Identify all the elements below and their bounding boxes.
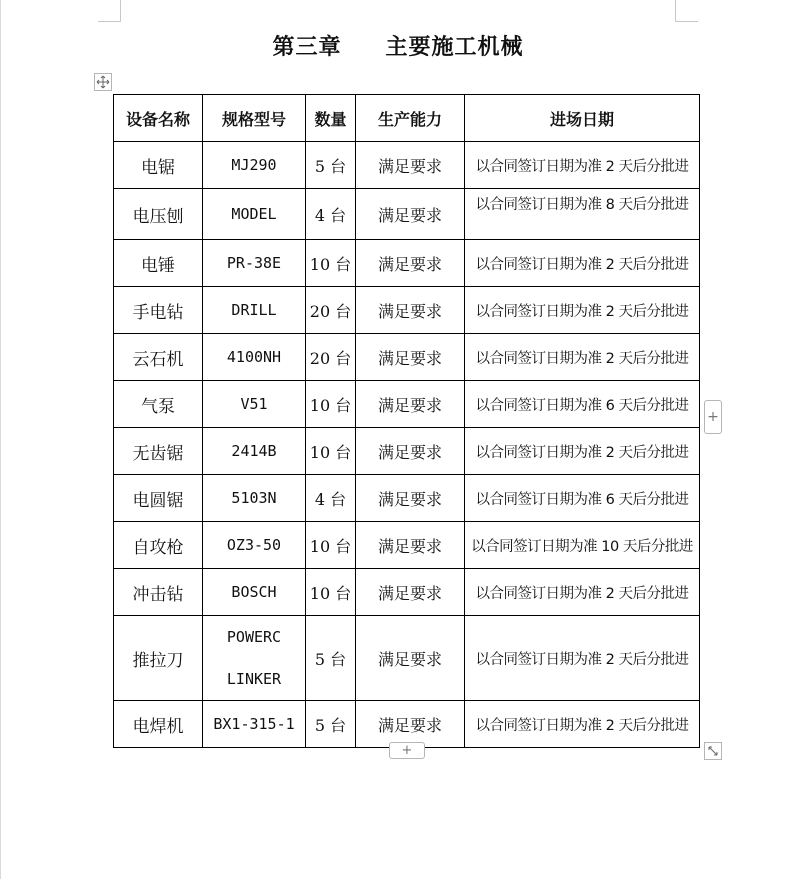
crop-mark-top-right (675, 0, 676, 22)
cell-name[interactable]: 推拉刀 (114, 616, 203, 701)
header-model: 规格型号 (203, 95, 306, 142)
table-row (114, 287, 700, 334)
cell-quantity[interactable]: 5 台 (306, 701, 356, 748)
table-row (114, 142, 700, 189)
move-icon (96, 75, 110, 89)
cell-model[interactable]: MJ290 (203, 142, 306, 189)
cell-model[interactable]: 5103N (203, 475, 306, 522)
cell-model[interactable]: 2414B (203, 428, 306, 475)
cell-date[interactable]: 以合同签订日期为准 2 天后分批进 (465, 701, 700, 748)
cell-date[interactable]: 以合同签订日期为准 2 天后分批进 (465, 428, 700, 475)
cell-date[interactable]: 以合同签订日期为准 6 天后分批进 (465, 475, 700, 522)
cell-quantity[interactable]: 10 台 (306, 381, 356, 428)
cell-name[interactable]: 气泵 (114, 381, 203, 428)
table-row (114, 522, 700, 569)
cell-quantity[interactable]: 10 台 (306, 428, 356, 475)
cell-quantity[interactable]: 4 台 (306, 475, 356, 522)
cell-model[interactable]: PR-38E (203, 240, 306, 287)
cell-name[interactable]: 电锤 (114, 240, 203, 287)
equipment-table (113, 94, 700, 748)
cell-quantity[interactable]: 10 台 (306, 569, 356, 616)
cell-model[interactable]: DRILL (203, 287, 306, 334)
cell-model[interactable] (203, 616, 306, 701)
cell-quantity[interactable]: 4 台 (306, 189, 356, 240)
cell-capacity[interactable]: 满足要求 (356, 428, 465, 475)
cell-model[interactable]: BX1-315-1 (203, 701, 306, 748)
cell-name[interactable]: 自攻枪 (114, 522, 203, 569)
cell-quantity[interactable]: 10 台 (306, 522, 356, 569)
add-column-button[interactable]: + (704, 400, 722, 434)
add-row-button[interactable]: + (389, 742, 425, 759)
cell-date[interactable]: 以合同签订日期为准 2 天后分批进 (465, 334, 700, 381)
chapter-title: 主要施工机械 (385, 34, 524, 60)
cell-name[interactable]: 电压刨 (114, 189, 203, 240)
cell-capacity[interactable]: 满足要求 (356, 701, 465, 748)
cell-date[interactable]: 以合同签订日期为准 2 天后分批进 (465, 616, 700, 701)
table-header-row (114, 95, 700, 142)
cell-model[interactable]: 4100NH (203, 334, 306, 381)
cell-quantity[interactable]: 5 台 (306, 616, 356, 701)
table-row (114, 189, 700, 240)
page-edge (0, 0, 1, 879)
cell-capacity[interactable]: 满足要求 (356, 616, 465, 701)
cell-name[interactable]: 冲击钻 (114, 569, 203, 616)
header-equipment-name: 设备名称 (114, 95, 203, 142)
table-move-handle[interactable] (94, 73, 112, 91)
table-row (114, 616, 700, 701)
cell-capacity[interactable]: 满足要求 (356, 189, 465, 240)
cell-model[interactable]: MODEL (203, 189, 306, 240)
table-row (114, 240, 700, 287)
cell-quantity[interactable]: 20 台 (306, 334, 356, 381)
cell-name[interactable]: 电锯 (114, 142, 203, 189)
cell-capacity[interactable]: 满足要求 (356, 287, 465, 334)
cell-date[interactable]: 以合同签订日期为准 2 天后分批进 (465, 287, 700, 334)
cell-quantity[interactable]: 5 台 (306, 142, 356, 189)
cell-capacity[interactable]: 满足要求 (356, 240, 465, 287)
cell-capacity[interactable]: 满足要求 (356, 334, 465, 381)
cell-quantity[interactable]: 10 台 (306, 240, 356, 287)
cell-name[interactable]: 云石机 (114, 334, 203, 381)
header-arrival-date: 进场日期 (465, 95, 700, 142)
cell-quantity[interactable]: 20 台 (306, 287, 356, 334)
crop-mark-top-right (675, 21, 698, 22)
cell-capacity[interactable]: 满足要求 (356, 475, 465, 522)
crop-mark-top-left (120, 0, 121, 22)
resize-icon (707, 745, 719, 757)
cell-name[interactable]: 电焊机 (114, 701, 203, 748)
table-row (114, 701, 700, 748)
header-capacity: 生产能力 (356, 95, 465, 142)
cell-capacity[interactable]: 满足要求 (356, 142, 465, 189)
cell-name[interactable]: 无齿锯 (114, 428, 203, 475)
cell-model[interactable]: V51 (203, 381, 306, 428)
crop-mark-top-left (98, 21, 121, 22)
cell-capacity[interactable]: 满足要求 (356, 522, 465, 569)
cell-name[interactable]: 电圆锯 (114, 475, 203, 522)
model-line: POWERC (226, 628, 282, 646)
model-line: LINKER (226, 670, 282, 688)
cell-model[interactable]: BOSCH (203, 569, 306, 616)
table-row (114, 428, 700, 475)
cell-date[interactable]: 以合同签订日期为准 8 天后分批进 (465, 189, 700, 240)
cell-name[interactable]: 手电钻 (114, 287, 203, 334)
table-row (114, 475, 700, 522)
cell-capacity[interactable]: 满足要求 (356, 381, 465, 428)
table-row (114, 381, 700, 428)
cell-date[interactable]: 以合同签订日期为准 2 天后分批进 (465, 569, 700, 616)
table-row (114, 334, 700, 381)
table-row (114, 569, 700, 616)
chapter-number: 第三章 (272, 34, 342, 60)
page-title (0, 30, 796, 61)
cell-date[interactable]: 以合同签订日期为准 2 天后分批进 (465, 142, 700, 189)
cell-date[interactable]: 以合同签订日期为准 10 天后分批进 (465, 522, 700, 569)
header-quantity: 数量 (306, 95, 356, 142)
cell-capacity[interactable]: 满足要求 (356, 569, 465, 616)
table-resize-handle[interactable] (704, 742, 722, 760)
cell-date[interactable]: 以合同签订日期为准 6 天后分批进 (465, 381, 700, 428)
cell-date[interactable]: 以合同签订日期为准 2 天后分批进 (465, 240, 700, 287)
cell-model[interactable]: OZ3-50 (203, 522, 306, 569)
